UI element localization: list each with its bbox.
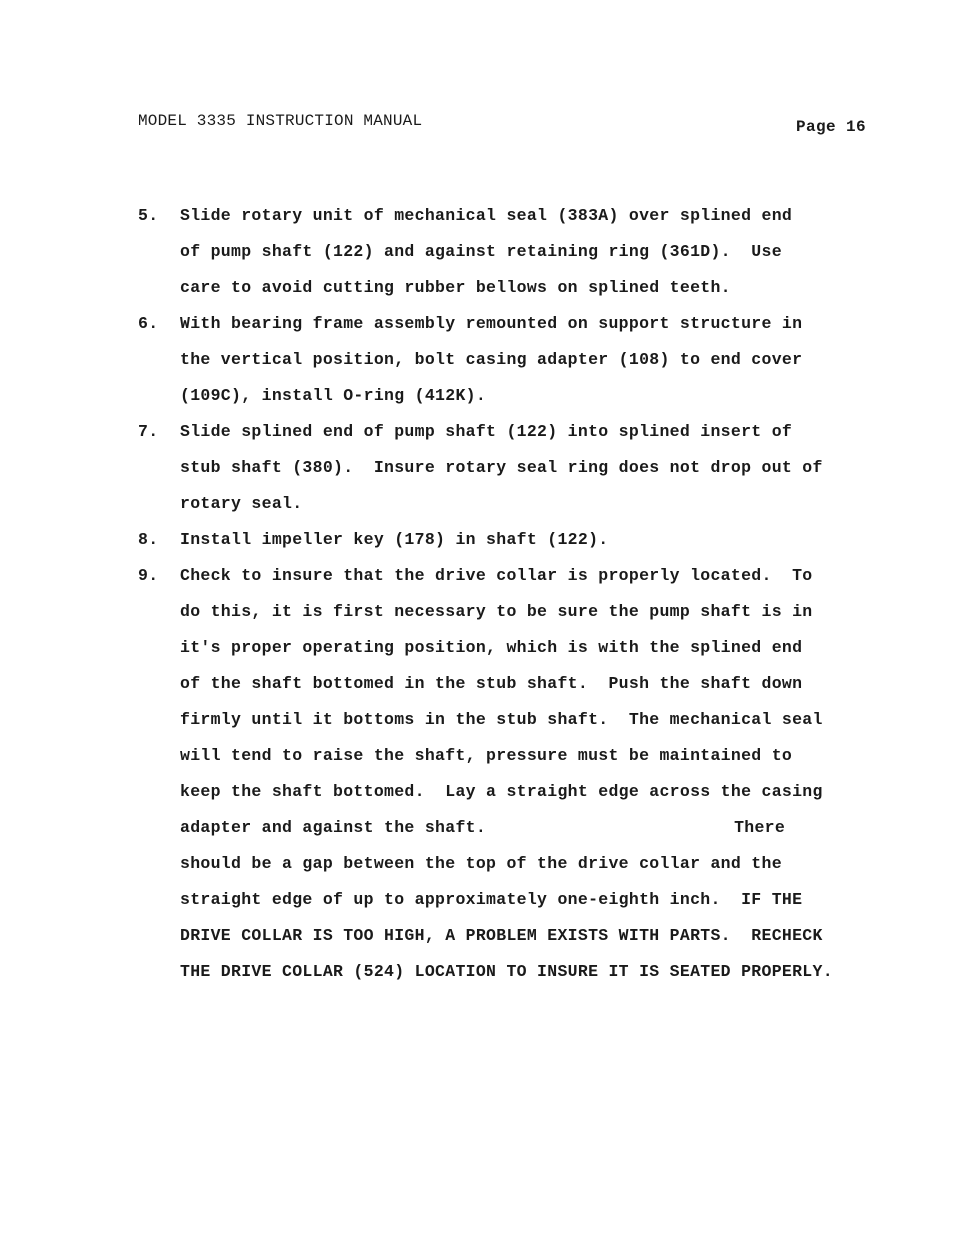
page-header — [138, 112, 866, 136]
step-number: 5. — [138, 206, 159, 225]
step-number: 6. — [138, 314, 159, 333]
step-text-line: Check to insure that the drive collar is properly located. To — [180, 566, 813, 585]
step-text-line: rotary seal. — [180, 494, 303, 513]
step-number: 9. — [138, 566, 159, 585]
step-text-line: do this, it is first necessary to be sure the pump shaft is in — [180, 602, 813, 621]
step-number: 7. — [138, 422, 159, 441]
step-text-line-with-gap — [180, 810, 898, 846]
instruction-steps — [138, 198, 898, 990]
manual-title: MODEL 3335 INSTRUCTION MANUAL — [138, 112, 423, 130]
step-text-line: it's proper operating position, which is with the splined end — [180, 638, 803, 657]
step-text-line: stub shaft (380). Insure rotary seal ring does not drop out of — [180, 458, 823, 477]
page-number: Page 16 — [795, 118, 866, 136]
step-text-line: DRIVE COLLAR IS TOO HIGH, A PROBLEM EXISTS WITH PARTS. RECHECK — [180, 926, 823, 945]
step-text-fragment: adapter and against the shaft. — [180, 818, 487, 837]
step-text-line: keep the shaft bottomed. Lay a straight edge across the casing — [180, 782, 823, 801]
step-text-line: will tend to raise the shaft, pressure must be maintained to — [180, 746, 793, 765]
step-7 — [138, 414, 898, 522]
step-text-line: of the shaft bottomed in the stub shaft. Push the shaft down — [180, 674, 803, 693]
step-text-line: of pump shaft (122) and against retaining ring (361D). Use — [180, 242, 782, 261]
step-number: 8. — [138, 530, 159, 549]
step-8 — [138, 522, 898, 558]
step-text-line: THE DRIVE COLLAR (524) LOCATION TO INSURE IT IS SEATED PROPERLY. — [180, 962, 833, 981]
step-text-line: Slide splined end of pump shaft (122) into splined insert of — [180, 422, 793, 441]
step-text-line: Install impeller key (178) in shaft (122). — [180, 530, 609, 549]
step-text-line: Slide rotary unit of mechanical seal (383A) over splined end — [180, 206, 793, 225]
step-text-line: straight edge of up to approximately one-eighth inch. IF THE — [180, 890, 803, 909]
step-text-line: should be a gap between the top of the drive collar and the — [180, 854, 782, 873]
step-text-line: the vertical position, bolt casing adapter (108) to end cover — [180, 350, 803, 369]
step-text-line: (109C), install O-ring (412K). — [180, 386, 487, 405]
step-text-line: care to avoid cutting rubber bellows on splined teeth. — [180, 278, 731, 297]
step-text-line: firmly until it bottoms in the stub shaft. The mechanical seal — [180, 710, 823, 729]
step-gap-word: There — [734, 818, 786, 837]
step-5 — [138, 198, 898, 306]
step-6 — [138, 306, 898, 414]
step-9 — [138, 558, 898, 990]
step-text-line: With bearing frame assembly remounted on support structure in — [180, 314, 803, 333]
